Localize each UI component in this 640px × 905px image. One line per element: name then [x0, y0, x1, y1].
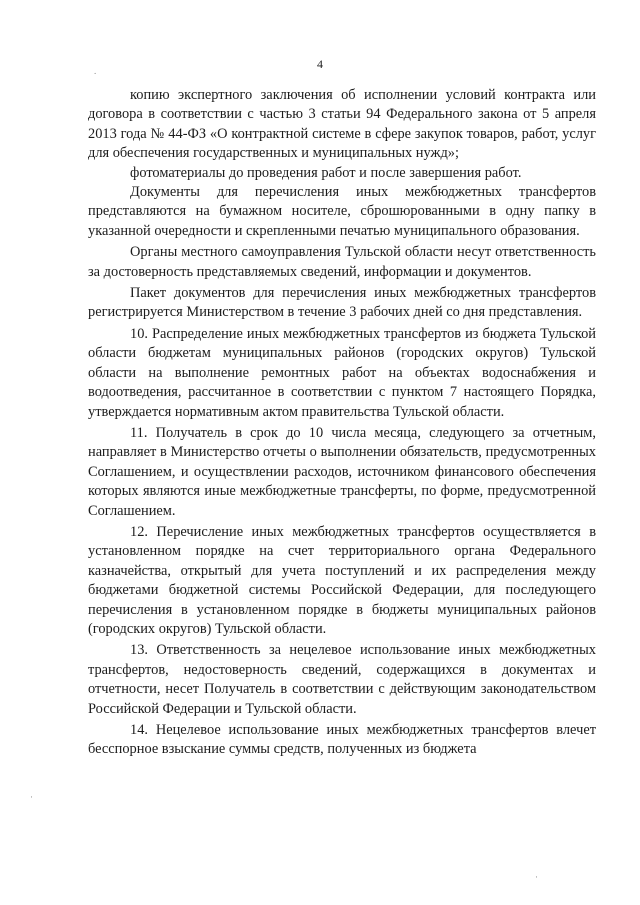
- scan-speck: ·: [30, 792, 33, 802]
- paragraph-item-10: 10. Распределение иных межбюджетных трансфертов из бюджета Тульской области бюджетам муниципальных районов (городских округов) Тульской области на выполнение ремонтных работ на объектах водоснабжения и водоотведения, рассчитанное в соответствии с пунктом 7 настоящего Порядка, утверждается нормативным актом правительства Тульской области.: [88, 325, 596, 420]
- paragraph-item-12: 12. Перечисление иных межбюджетных трансфертов осуществляется в установленном порядке на счет территориального органа Федерального казначейства, открытый для учета поступлений и их распределения между бюджетами бюджетной системы Российской Федерации, для последующего перечисления в установленном порядке в бюджеты муниципальных районов (городских округов) Тульской области.: [88, 523, 596, 637]
- paragraph-item-13: 13. Ответственность за нецелевое использование иных межбюджетных трансфертов, недостоверность сведений, содержащихся в документах и отчетности, несет Получатель в соответствии с действующим законодательством Российской Федерации и Тульской области.: [88, 642, 596, 717]
- paragraph-documents-paper: Документы для перечисления иных межбюджетных трансфертов представляются на бумажном носителе, сброшюрованными в одну папку в указанной очередности и скрепленными печатью муниципального образования.: [88, 184, 596, 239]
- paragraph-expert-conclusion: копию экспертного заключения об исполнении условий контракта или договора в соответствии с частью 3 статьи 94 Федерального закона от 5 апреля 2013 года № 44-ФЗ «О контрактной системе в сфере закупок товаров, работ, услуг для обеспечения государственных и муниципальных нужд»;: [88, 87, 596, 162]
- paragraph-registration: Пакет документов для перечисления иных межбюджетных трансфертов регистрируется Министерством в течение 3 рабочих дней со дня представления.: [88, 285, 596, 321]
- document-body: [88, 86, 596, 760]
- scan-speck: .: [94, 66, 97, 76]
- scan-speck: ·: [535, 872, 538, 882]
- paragraph-item-11: 11. Получатель в срок до 10 числа месяца, следующего за отчетным, направляет в Министерство отчеты о выполнении обязательств, предусмотренных Соглашением, и осуществлении расходов, источником финансового обеспечения которых являются иные межбюджетные трансферты, по форме, предусмотренной Соглашением.: [88, 424, 596, 519]
- paragraph-item-14: 14. Нецелевое использование иных межбюджетных трансфертов влечет бесспорное взыскание суммы средств, полученных из бюджета: [88, 722, 596, 758]
- paragraph-local-authorities: Органы местного самоуправления Тульской области несут ответственность за достоверность представляемых сведений, информации и документов.: [88, 244, 596, 280]
- page-number: 4: [317, 57, 323, 71]
- paragraph-photo-materials: фотоматериалы до проведения работ и после завершения работ.: [130, 164, 522, 181]
